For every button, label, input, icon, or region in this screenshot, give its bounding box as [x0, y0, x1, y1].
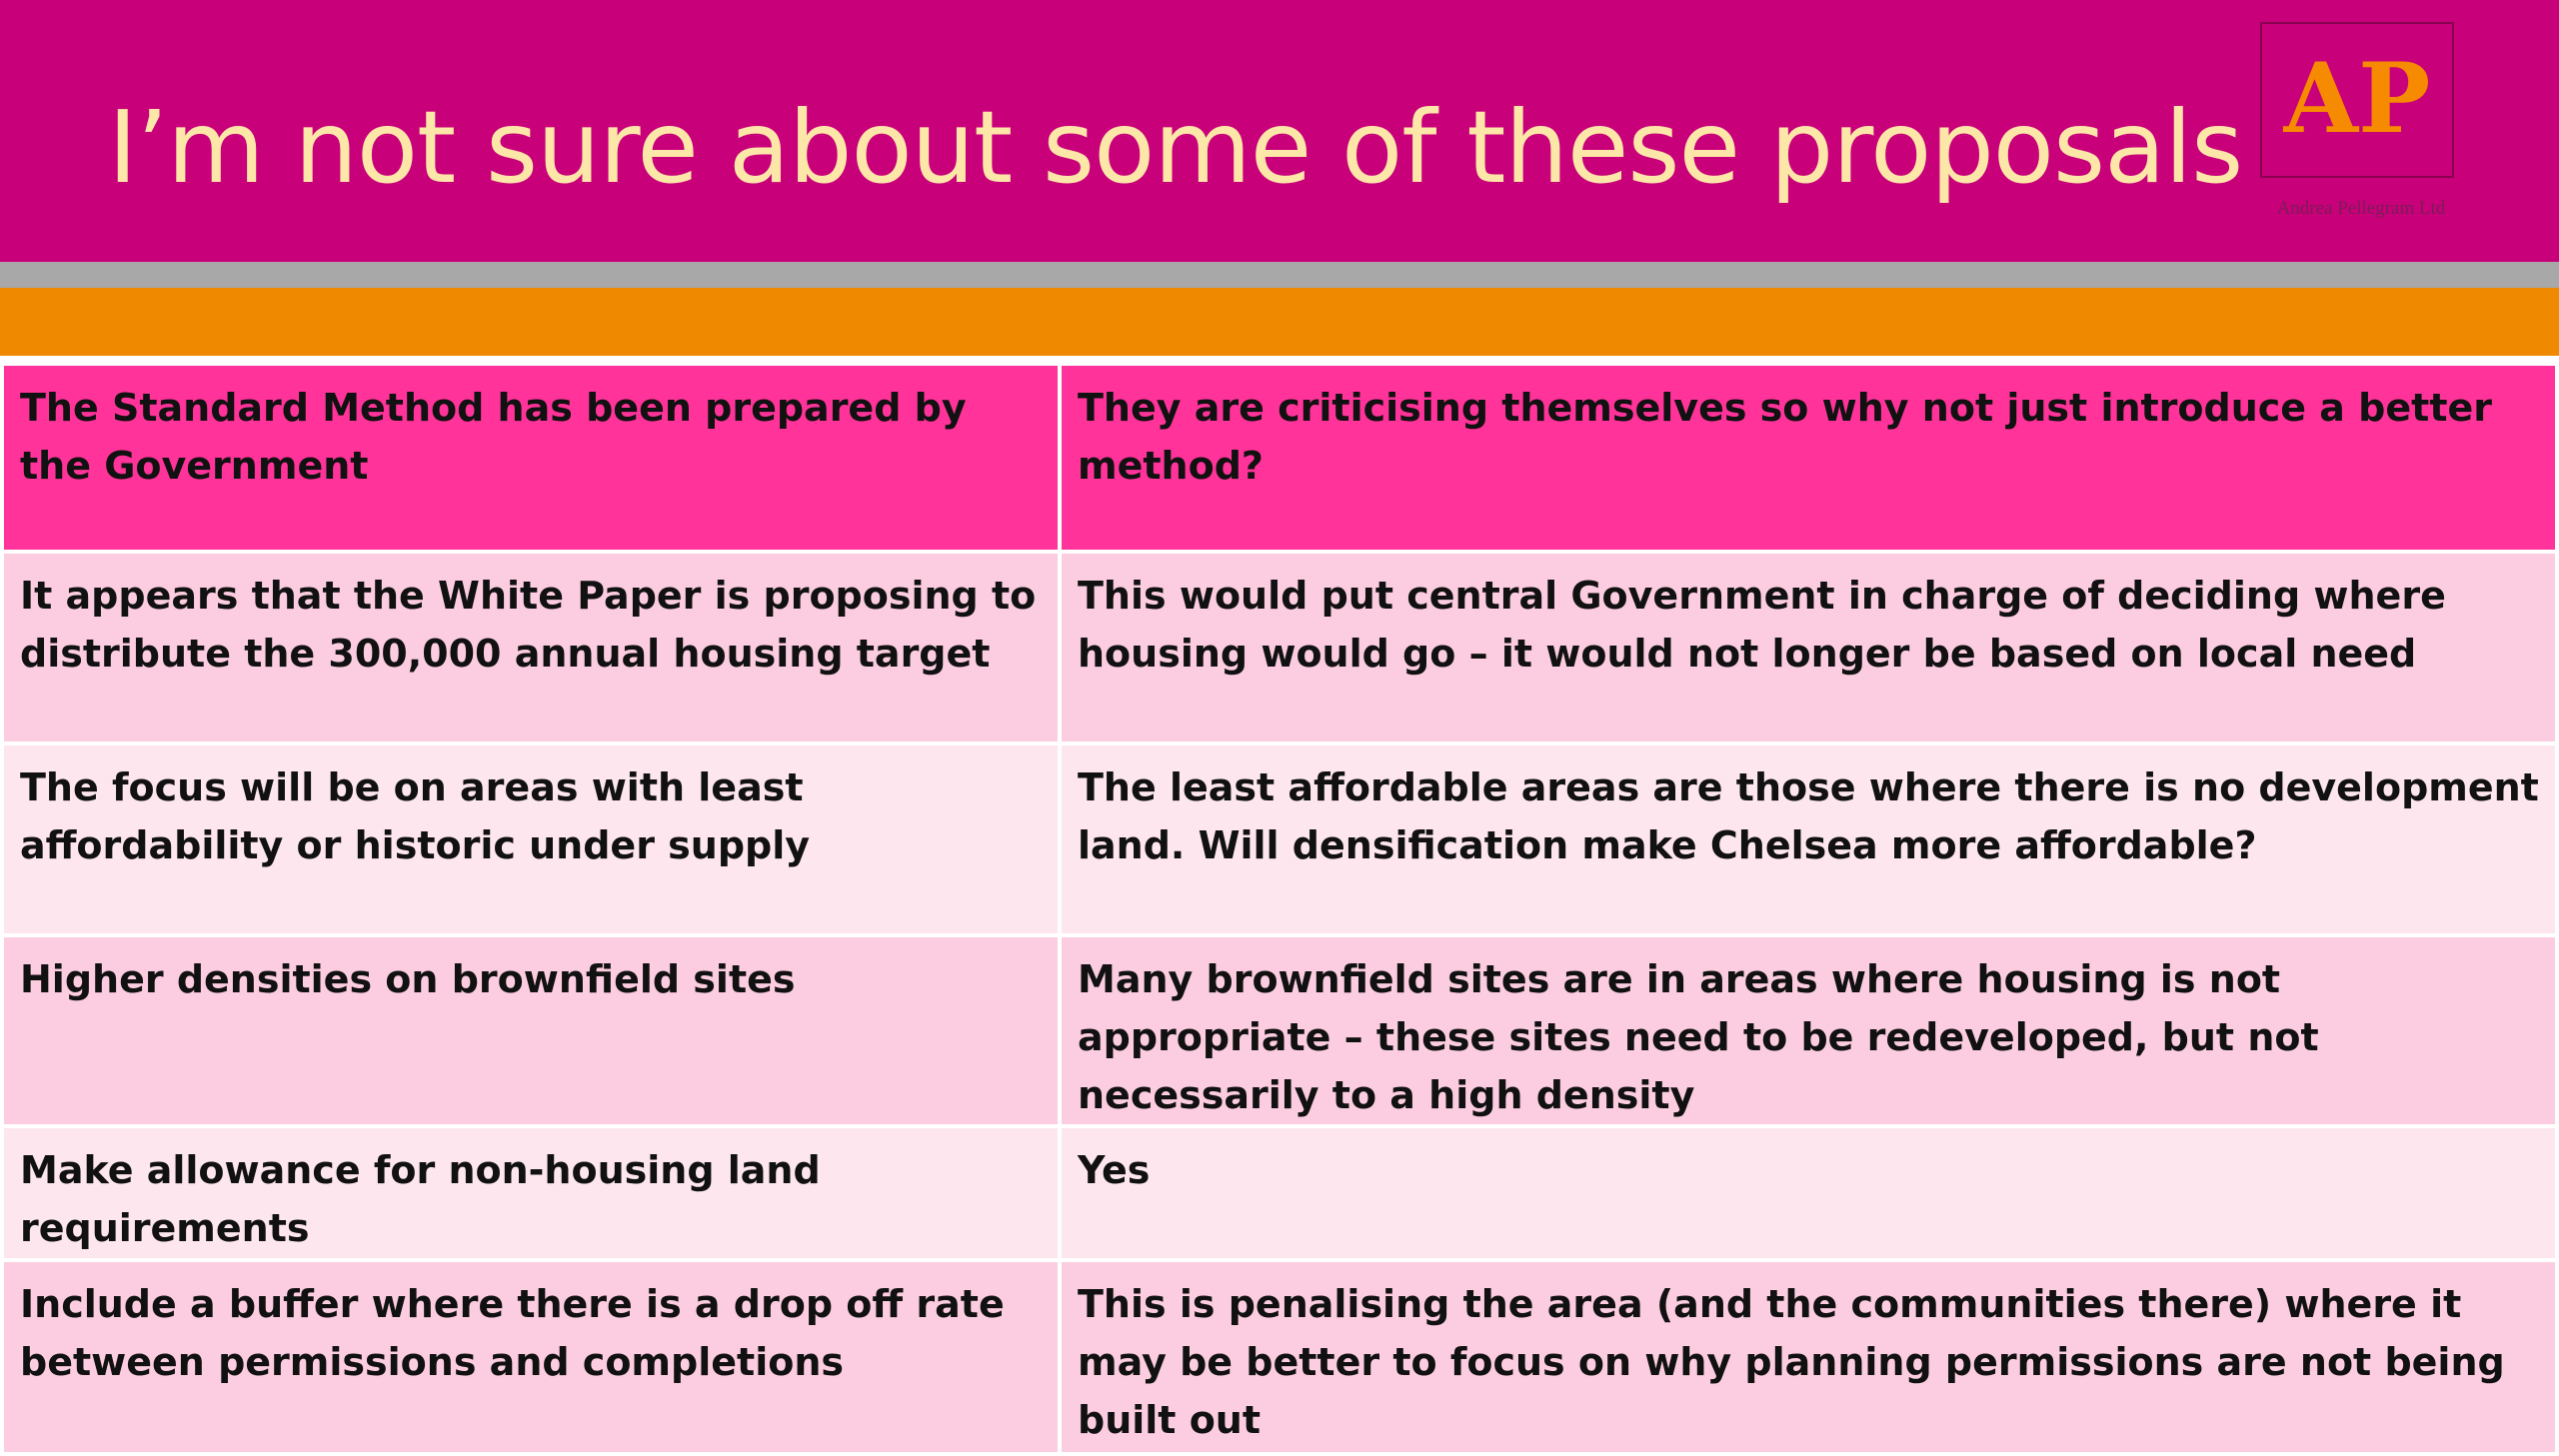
table-row: [4, 1262, 2555, 1452]
proposal-cell: Include a buffer where there is a drop off rate between permissions and completions: [4, 1262, 1058, 1452]
proposal-cell: The Standard Method has been prepared by the Government: [4, 366, 1058, 550]
table-row: [4, 366, 2555, 550]
slide-title: I’m not sure about some of these proposals: [108, 89, 2243, 206]
divider-band-orange: [0, 288, 2559, 356]
proposal-cell: It appears that the White Paper is proposing to distribute the 300,000 annual housing target: [4, 554, 1058, 741]
comment-cell: This is penalising the area (and the communities there) where it may be better to focus on why planning permissions are not being built out: [1062, 1262, 2555, 1452]
table-row: [4, 745, 2555, 933]
proposal-cell: The focus will be on areas with least affordability or historic under supply: [4, 745, 1058, 933]
comment-cell: The least affordable areas are those where there is no development land. Will densification make Chelsea more affordable?: [1062, 745, 2555, 933]
proposal-cell: Make allowance for non-housing land requirements: [4, 1128, 1058, 1258]
logo-mark: AP: [2283, 42, 2431, 155]
comment-cell: This would put central Government in charge of deciding where housing would go – it would not longer be based on local need: [1062, 554, 2555, 741]
company-logo: [2260, 22, 2454, 178]
comment-cell: Many brownfield sites are in areas where housing is not appropriate – these sites need to be redeveloped, but not necessarily to a high density: [1062, 937, 2555, 1124]
logo-caption: Andrea Pellegram Ltd: [2276, 198, 2446, 219]
table-row: [4, 554, 2555, 741]
divider-band-grey: [0, 262, 2559, 288]
proposal-cell: Higher densities on brownfield sites: [4, 937, 1058, 1124]
comment-cell: Yes: [1062, 1128, 2555, 1258]
slide-header: [0, 0, 2559, 262]
comment-cell: They are criticising themselves so why not just introduce a better method?: [1062, 366, 2555, 550]
proposals-table: [0, 362, 2559, 1456]
table-row: [4, 937, 2555, 1124]
table-row: [4, 1128, 2555, 1258]
